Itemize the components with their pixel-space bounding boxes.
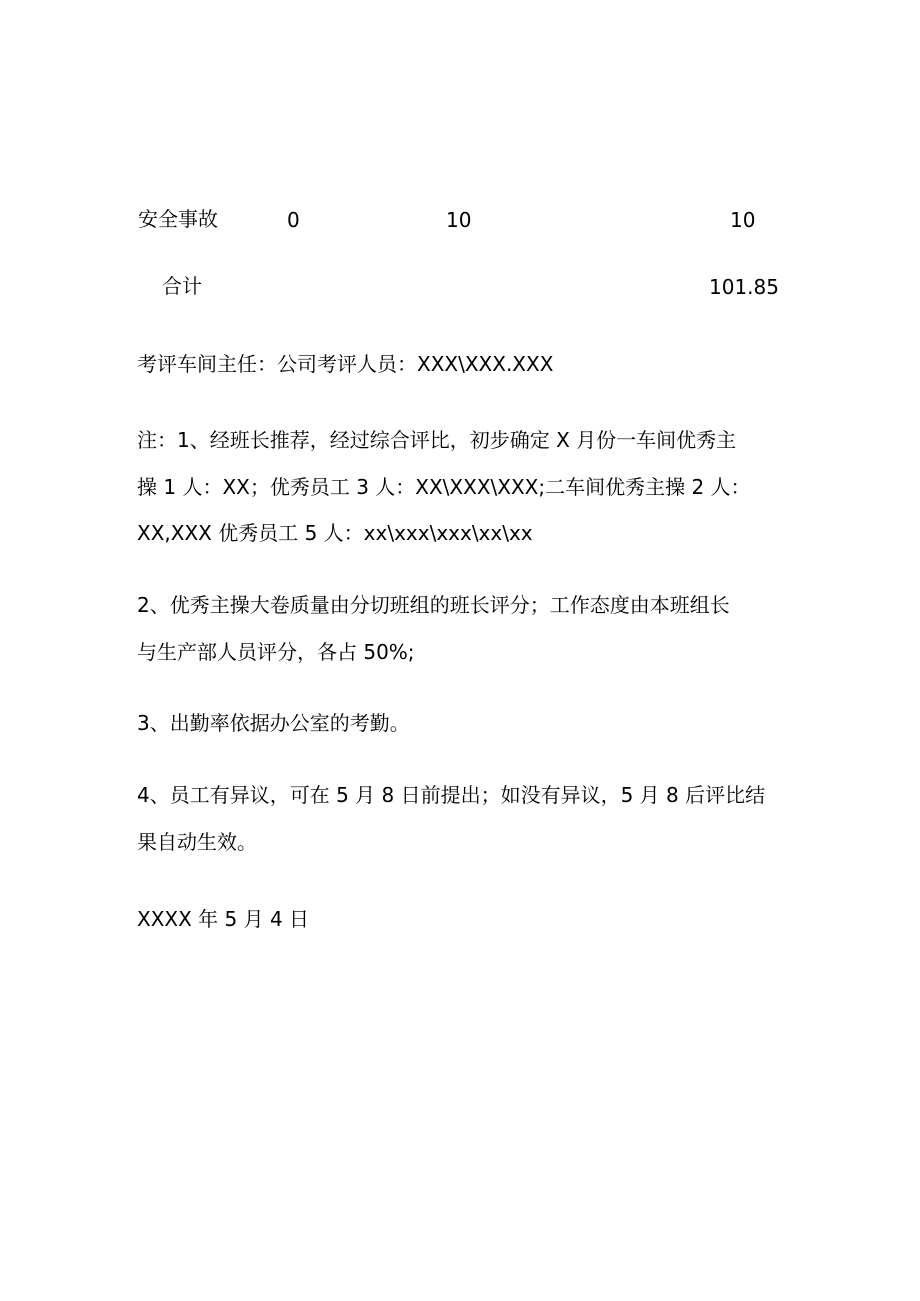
note4-line2: 果自动生效。 [137, 830, 257, 854]
note2-line2: 与生产部人员评分，各占 50%; [137, 640, 415, 664]
row-col2-value: 10 [446, 208, 472, 232]
note1-line1: 注：1、经班长推荐，经过综合评比，初步确定 X 月份一车间优秀主 [137, 428, 737, 452]
note4-line1: 4、员工有异议，可在 5 月 8 日前提出；如没有异议，5 月 8 后评比结 [137, 783, 766, 807]
note1-line2: 操 1 人：XX；优秀员工 3 人：XX\XXX\XXX;二车间优秀主操 2 人： [137, 475, 751, 499]
date-line: XXXX 年 5 月 4 日 [137, 907, 310, 931]
row-col3-value: 10 [730, 208, 756, 232]
total-value: 101.85 [709, 275, 779, 299]
row-label: 安全事故 [138, 207, 218, 231]
reviewers-line: 考评车间主任：公司考评人员：XXX\XXX.XXX [137, 352, 554, 376]
row-col1-value: 0 [287, 208, 300, 232]
note3-line1: 3、出勤率依据办公室的考勤。 [137, 711, 410, 735]
note2-line1: 2、优秀主操大卷质量由分切班组的班长评分；工作态度由本班组长 [137, 593, 730, 617]
note1-line3: XX,XXX 优秀员工 5 人：xx\xxx\xxx\xx\xx [137, 521, 533, 545]
total-label: 合计 [162, 274, 202, 298]
